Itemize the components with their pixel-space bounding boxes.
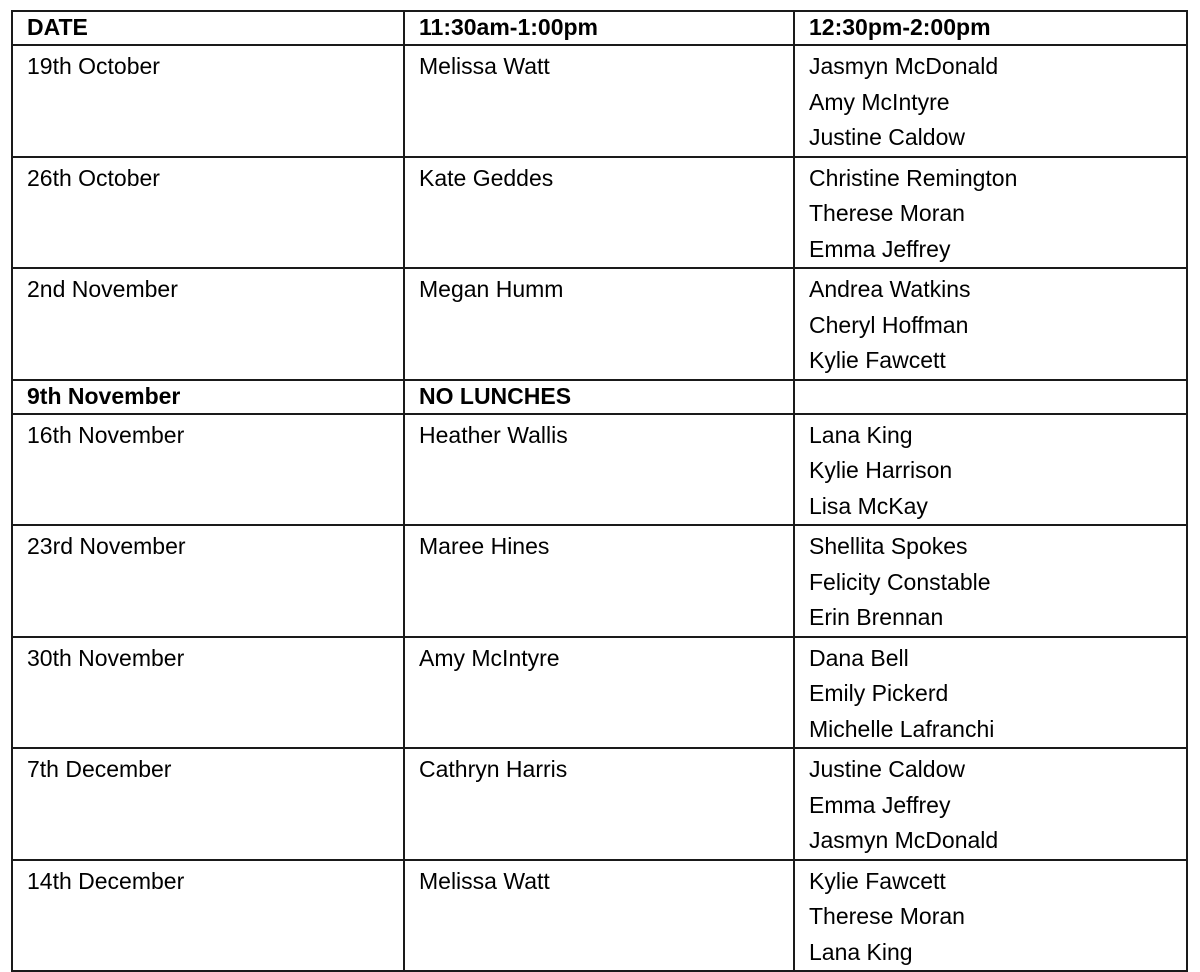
date-cell: 14th December [12, 860, 404, 972]
late-shift-name: Therese Moran [809, 200, 965, 226]
late-shift-cell [794, 45, 1187, 157]
late-shift-name: Erin Brennan [809, 604, 944, 630]
header-early-shift: 11:30am-1:00pm [404, 11, 794, 45]
early-shift-cell: Melissa Watt [404, 860, 794, 972]
late-shift-name: Kylie Fawcett [809, 347, 946, 373]
early-shift-cell: Cathryn Harris [404, 748, 794, 860]
late-shift-name: Andrea Watkins [809, 276, 971, 302]
table-row [12, 637, 1187, 749]
date-cell: 30th November [12, 637, 404, 749]
table-row [12, 748, 1187, 860]
date-cell: 2nd November [12, 268, 404, 380]
late-shift-name: Justine Caldow [809, 124, 965, 150]
late-shift-name: Lana King [809, 421, 913, 448]
late-shift-name: Emma Jeffrey [809, 235, 951, 262]
late-shift-name: Kylie Fawcett [809, 867, 946, 894]
date-cell: 16th November [12, 414, 404, 526]
table-row-no-lunches [12, 380, 1187, 414]
date-cell: 19th October [12, 45, 404, 157]
late-shift-name: Jasmyn McDonald [809, 53, 999, 79]
table-row [12, 45, 1187, 157]
late-shift-name: Christine Remington [809, 164, 1018, 191]
table-row [12, 525, 1187, 637]
late-shift-name: Shellita Spokes [809, 533, 968, 559]
late-shift-cell [794, 414, 1187, 526]
late-shift-name: Emma Jeffrey [809, 791, 951, 818]
late-shift-name: Lisa McKay [809, 492, 928, 519]
late-shift-name: Jasmyn McDonald [809, 827, 999, 853]
table-row [12, 157, 1187, 269]
early-shift-cell: NO LUNCHES [404, 380, 794, 414]
late-shift-name: Justine Caldow [809, 756, 965, 782]
late-shift-name: Kylie Harrison [809, 457, 953, 483]
early-shift-cell: Maree Hines [404, 525, 794, 637]
lunch-roster-table [11, 10, 1188, 972]
date-cell: 7th December [12, 748, 404, 860]
late-shift-name: Felicity Constable [809, 568, 991, 595]
late-shift-cell [794, 268, 1187, 380]
date-cell: 9th November [12, 380, 404, 414]
early-shift-cell: Melissa Watt [404, 45, 794, 157]
early-shift-cell: Megan Humm [404, 268, 794, 380]
late-shift-name: Amy McIntyre [809, 88, 950, 115]
late-shift-cell [794, 637, 1187, 749]
late-shift-name: Emily Pickerd [809, 680, 949, 706]
table-row [12, 860, 1187, 972]
late-shift-cell-empty [794, 380, 1187, 414]
header-date: DATE [12, 11, 404, 45]
early-shift-cell: Kate Geddes [404, 157, 794, 269]
date-cell: 23rd November [12, 525, 404, 637]
late-shift-cell [794, 525, 1187, 637]
late-shift-name: Lana King [809, 938, 913, 965]
late-shift-cell [794, 157, 1187, 269]
late-shift-name: Dana Bell [809, 644, 909, 671]
header-late-shift: 12:30pm-2:00pm [794, 11, 1187, 45]
early-shift-cell: Heather Wallis [404, 414, 794, 526]
late-shift-cell [794, 860, 1187, 972]
table-row [12, 268, 1187, 380]
late-shift-name: Michelle Lafranchi [809, 715, 995, 742]
early-shift-cell: Amy McIntyre [404, 637, 794, 749]
late-shift-name: Cheryl Hoffman [809, 311, 969, 338]
late-shift-name: Therese Moran [809, 903, 965, 929]
late-shift-cell [794, 748, 1187, 860]
date-cell: 26th October [12, 157, 404, 269]
header-row [12, 11, 1187, 45]
table-row [12, 414, 1187, 526]
